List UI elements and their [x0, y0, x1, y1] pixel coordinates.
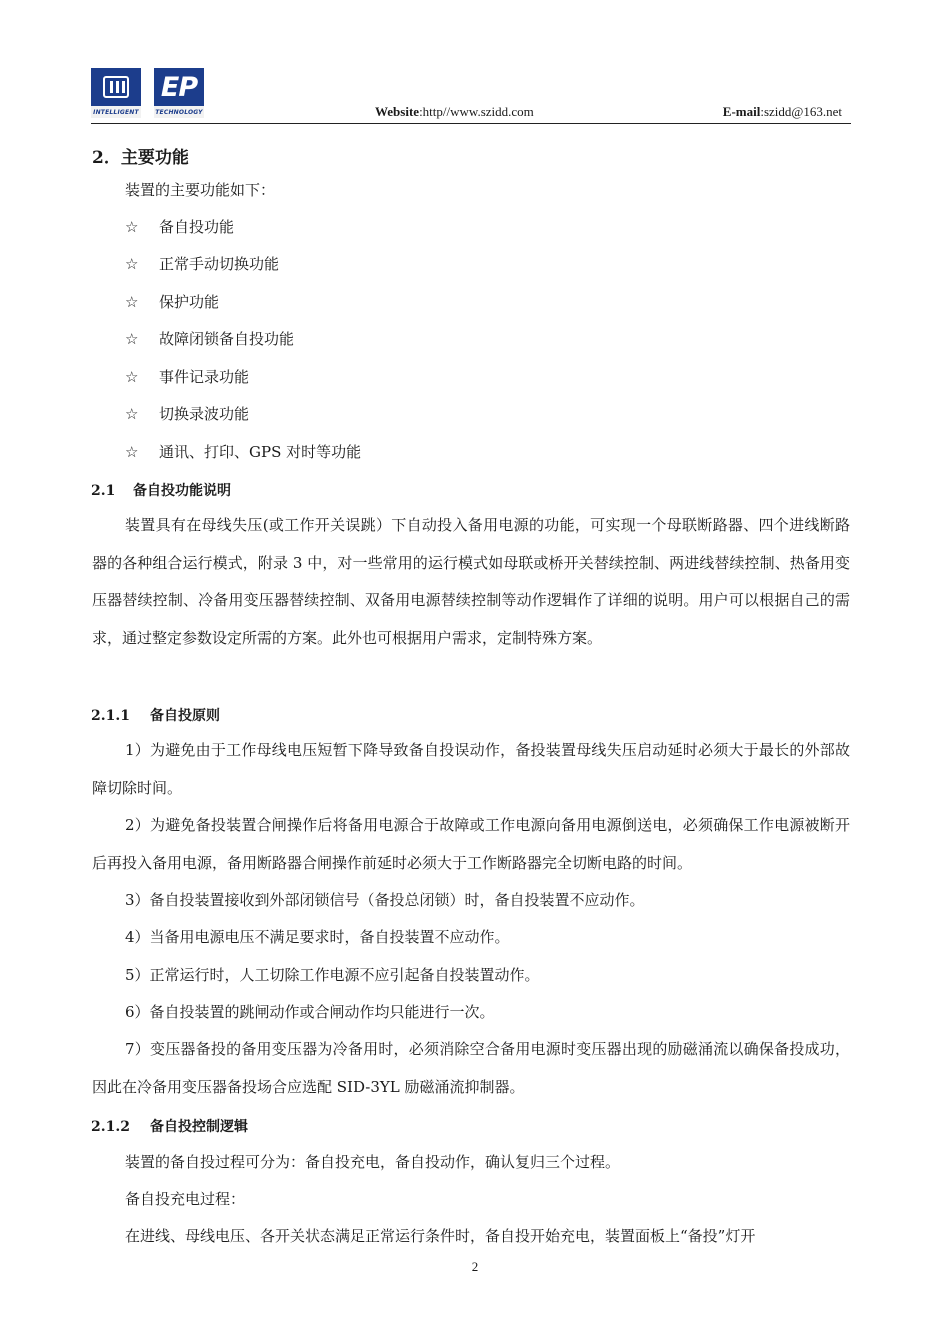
subsection-heading — [91, 480, 231, 500]
logo-left-caption: INTELLIGENT — [93, 108, 139, 116]
subsection-heading — [91, 1116, 248, 1136]
subsection-heading — [91, 705, 220, 725]
principle-item: 5）正常运行时，人工切除工作电源不应引起备自投装置动作。 — [125, 966, 540, 984]
section-intro: 装置的主要功能如下： — [125, 181, 276, 199]
feature-item — [125, 254, 279, 274]
feature-label: 故障闭锁备自投功能 — [159, 330, 295, 348]
star-icon: ☆ — [125, 255, 139, 273]
feature-item — [125, 404, 249, 424]
heading-number: 2.1 — [91, 483, 116, 499]
feature-item — [125, 367, 249, 387]
heading-number: 2.1.2 — [91, 1119, 130, 1135]
box-logo-icon — [103, 76, 129, 98]
ep-logo — [154, 68, 204, 118]
logo-right-text: EP — [160, 71, 198, 103]
page-header — [91, 66, 851, 124]
feature-label: 通讯、打印、GPS 对时等功能 — [159, 443, 362, 461]
feature-item — [125, 442, 361, 462]
heading-title: 备自投功能说明 — [133, 483, 231, 499]
principle-item: 3）备自投装置接收到外部闭锁信号（备投总闭锁）时，备自投装置不应动作。 — [125, 891, 645, 909]
principle-item: 7）变压器备投的备用变压器为冷备用时，必须消除空合备用电源时变压器出现的励磁涌流以确保备投成功，因此在冷备用变压器备投场合应选配 SID-3YL 励磁涌流抑制器。 — [92, 1040, 850, 1096]
star-icon: ☆ — [125, 368, 139, 386]
principle-item: 2）为避免备投装置合闸操作后将备用电源合于故障或工作电源向备用电源倒送电，必须确保工作电源被断开后再投入备用电源，备用断路器合闸操作前延时必须大于工作断路器完全切断电路的时间。 — [92, 816, 850, 872]
email-value: :szidd@163.net — [760, 104, 842, 119]
heading-title: 备自投原则 — [150, 708, 220, 724]
star-icon: ☆ — [125, 218, 139, 236]
feature-label: 备自投功能 — [159, 218, 235, 236]
body-line: 装置的备自投过程可分为：备自投充电，备自投动作，确认复归三个过程。 — [125, 1153, 621, 1171]
email-label: E-mail — [722, 104, 761, 119]
website-label: Website — [375, 104, 420, 119]
feature-item — [125, 292, 219, 312]
website-value: :http//www.szidd.com — [419, 104, 534, 119]
email — [723, 104, 842, 120]
section-title: 2．主要功能 — [92, 148, 189, 168]
intelligent-logo — [91, 68, 141, 118]
star-icon: ☆ — [125, 405, 139, 423]
feature-item — [125, 329, 294, 349]
principle-item: 1）为避免由于工作母线电压短暂下降导致备自投误动作，备投装置母线失压启动延时必须大于最长的外部故障切除时间。 — [92, 741, 850, 797]
heading-number: 2.1.1 — [91, 708, 130, 724]
star-icon: ☆ — [125, 443, 139, 461]
feature-label: 事件记录功能 — [159, 368, 250, 386]
paragraph: 装置具有在母线失压(或工作开关误跳）下自动投入备用电源的功能，可实现一个母联断路器、四个进线断路器的各种组合运行模式，附录 3 中，对一些常用的运行模式如母联或桥开关替续控制、两进线替续控制、热备用变压器替续控制、冷备用变压器替续控制、双备用电源替续控制等动作逻辑作了详细的说明。用户可以根据自己的需求，通过整定参数设定所需的方案。此外也可根据用户需求，定制特殊方案。 — [92, 516, 850, 647]
page-number: 2 — [471, 1259, 479, 1274]
heading-title: 备自投控制逻辑 — [150, 1119, 248, 1135]
logo-right-caption: TECHNOLOGY — [155, 108, 203, 116]
feature-label: 正常手动切换功能 — [159, 255, 280, 273]
feature-label: 保护功能 — [159, 293, 220, 311]
star-icon: ☆ — [125, 293, 139, 311]
body-line: 在进线、母线电压、各开关状态满足正常运行条件时，备自投开始充电，装置面板上“备投”灯开 — [125, 1227, 756, 1245]
website — [375, 104, 534, 120]
principle-item: 4）当备用电源电压不满足要求时，备自投装置不应动作。 — [125, 928, 510, 946]
feature-label: 切换录波功能 — [159, 405, 250, 423]
feature-item — [125, 217, 234, 237]
principle-item: 6）备自投装置的跳闸动作或合闸动作均只能进行一次。 — [125, 1003, 495, 1021]
body-line: 备自投充电过程： — [125, 1190, 246, 1208]
star-icon: ☆ — [125, 330, 139, 348]
